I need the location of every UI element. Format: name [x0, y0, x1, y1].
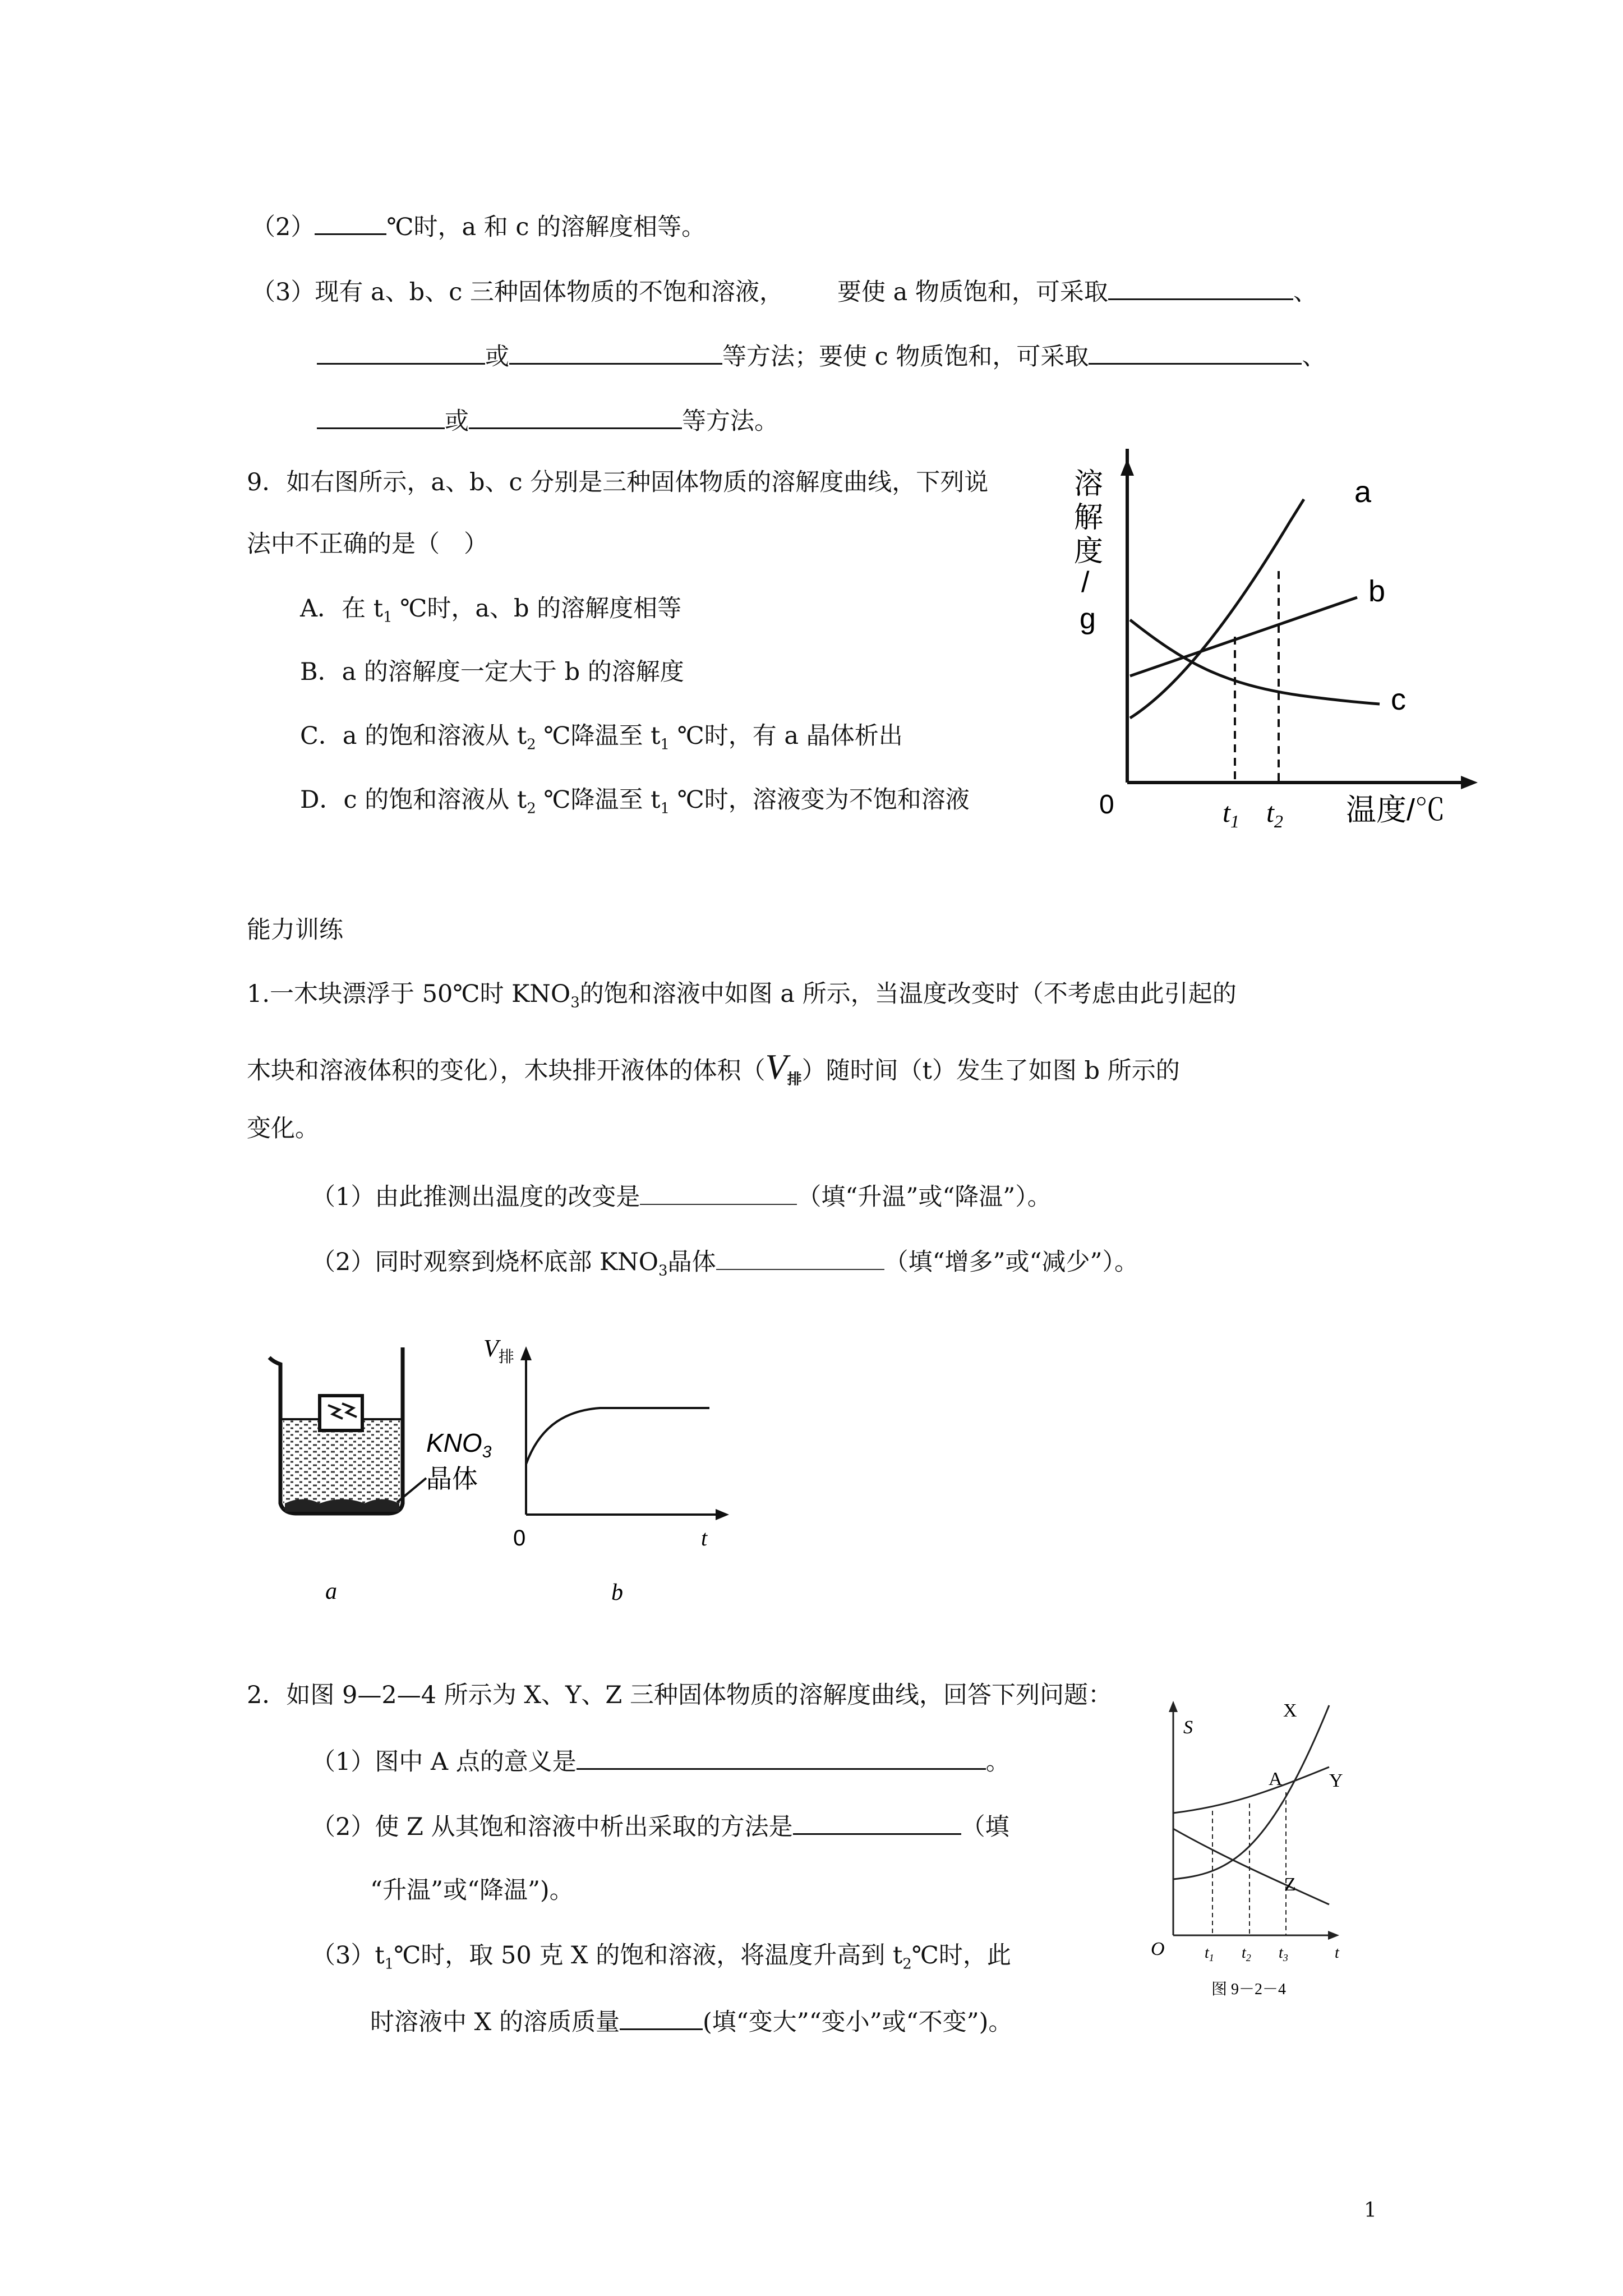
x-axis-label: 温度/℃	[1346, 793, 1446, 827]
kno3-label: $KNO_3$	[426, 1428, 492, 1461]
t-label: t	[701, 1525, 708, 1550]
q9-stem-line1: 9．如右图所示，a、b、c 分别是三种固体物质的溶解度曲线，下列说	[247, 468, 989, 496]
q8-part3-line2: 或 等方法；要使 c 物质饱和，可采取 、	[317, 338, 1326, 374]
answer-blank[interactable]	[1089, 338, 1302, 365]
svg-text:g: g	[1080, 602, 1096, 635]
answer-blank[interactable]	[716, 1244, 884, 1270]
crystal-label: 晶体	[426, 1464, 478, 1493]
svg-text:度: 度	[1074, 535, 1104, 568]
answer-blank[interactable]	[1108, 274, 1293, 300]
q8-part2: （2） ℃时，a 和 c 的溶解度相等。	[251, 209, 706, 244]
answer-blank[interactable]	[620, 2004, 703, 2030]
z-label: Z	[1284, 1874, 1296, 1895]
q9-solubility-graph	[1054, 449, 1503, 841]
a-q1-line2: 木块和溶液体积的变化），木块排开液体的体积$(V_排)$随时间（t）发生了如图 b 所示的	[247, 1047, 1180, 1088]
a-q2-part3-cont: 时溶液中 X 的溶质质量 (填“变大”“变小”或“不变”)。	[370, 2004, 1012, 2039]
page-number: 1	[1364, 2199, 1377, 2222]
t2-label: $t_2$	[1266, 797, 1283, 831]
answer-blank[interactable]	[509, 338, 722, 365]
curve-y	[1173, 1767, 1329, 1813]
t-axis-label: t	[1335, 1944, 1339, 1962]
answer-blank[interactable]	[315, 209, 386, 235]
a-q2-part2: （2）使 Z 从其饱和溶液中析出采取的方法是 （填	[311, 1809, 1009, 1844]
figure-9-2-4	[1144, 1688, 1380, 2003]
origin-label: 0	[1099, 790, 1114, 820]
a-q1-line3: 变化。	[247, 1115, 319, 1143]
figure-b-graph	[471, 1329, 740, 1610]
section-heading: 能力训练	[247, 916, 343, 944]
curve-a-label: a	[1354, 475, 1372, 509]
origin-label: O	[1151, 1939, 1165, 1959]
q9-option-a: A．在 $t_1$ ℃时，a、b 的溶解度相等	[300, 595, 682, 626]
q8-part3-line1: （3）现有 a、b、c 三种固体物质的不饱和溶液， 要使 a 物质饱和，可采取 、	[251, 274, 1317, 309]
v-curve	[526, 1408, 709, 1464]
point-a-label: A	[1269, 1769, 1283, 1789]
x-label: X	[1283, 1700, 1297, 1721]
q9-option-d: D．c 的饱和溶液从 $t_2$ ℃降温至 $t_1$ ℃时，溶液变为不饱和溶液	[300, 786, 970, 817]
curve-c-label: c	[1391, 683, 1406, 716]
a-q2-part2-cont: “升温”或“降温”)。	[370, 1876, 574, 1904]
kno3-crystals	[285, 1499, 399, 1512]
curve-z	[1173, 1829, 1329, 1904]
a-q1-part1: （1）由此推测出温度的改变是 （填“升温”或“降温”）。	[311, 1179, 1052, 1214]
answer-blank[interactable]	[577, 1743, 986, 1770]
figure-a-label: a	[325, 1579, 337, 1604]
t2-label: $t_2$	[1242, 1944, 1251, 1963]
solution	[283, 1419, 400, 1509]
svg-text:溶: 溶	[1074, 468, 1104, 500]
svg-text:/: /	[1081, 566, 1090, 599]
a-q2-stem: 2．如图 9—2—4 所示为 X、Y、Z 三种固体物质的溶解度曲线，回答下列问题：	[247, 1681, 1112, 1709]
q9-option-c: C．a 的饱和溶液从 $t_2$ ℃降温至 $t_1$ ℃时，有 a 晶体析出	[300, 722, 903, 753]
x-axis-arrow	[1328, 1931, 1339, 1940]
origin-label: 0	[513, 1526, 526, 1550]
t3-label: $t_3$	[1279, 1944, 1288, 1963]
a-q2-part1: （1）图中 A 点的意义是 。	[311, 1743, 1010, 1779]
answer-blank[interactable]	[793, 1809, 961, 1835]
answer-blank[interactable]	[469, 403, 682, 429]
answer-blank[interactable]	[317, 403, 445, 429]
svg-text:解: 解	[1074, 501, 1104, 534]
v-label: $V_排$	[483, 1335, 514, 1366]
wood-block	[320, 1396, 362, 1430]
answer-blank[interactable]	[317, 338, 485, 365]
a-q2-part3: $(3)t_1℃$时，取 50 克 X 的饱和溶液，将温度升高到 $t_2℃$时，此	[311, 1941, 1011, 1973]
x-axis-arrow	[716, 1509, 729, 1520]
y-label: Y	[1329, 1770, 1343, 1791]
q9-option-b: B．a 的溶解度一定大于 b 的溶解度	[300, 658, 684, 686]
q8-part3-line3: 或 等方法。	[317, 403, 778, 438]
a-q1-part2: （2）同时观察到烧杯底部 $KNO_3$晶体 （填“增多”或“减少”）。	[311, 1244, 1138, 1288]
curve-b-label: b	[1368, 574, 1386, 608]
q9-stem-line2: 法中不正确的是（ ）	[247, 530, 488, 558]
a-q1-line1: 1.一木块漂浮于 50℃时 $KNO_3$的饱和溶液中如图 a 所示，当温度改变时（不考虑由此引起的	[247, 980, 1237, 1011]
t1-label: $t_1$	[1223, 797, 1239, 831]
curve-x	[1173, 1705, 1329, 1879]
y-axis-arrow	[520, 1346, 532, 1360]
y-axis-arrow	[1169, 1701, 1178, 1712]
figure-b-label: b	[611, 1580, 623, 1605]
s-label: S	[1183, 1717, 1193, 1738]
answer-blank[interactable]	[640, 1179, 797, 1205]
figure-caption: 图 9－2－4	[1211, 1981, 1287, 1998]
t1-label: $t_1$	[1205, 1944, 1214, 1963]
